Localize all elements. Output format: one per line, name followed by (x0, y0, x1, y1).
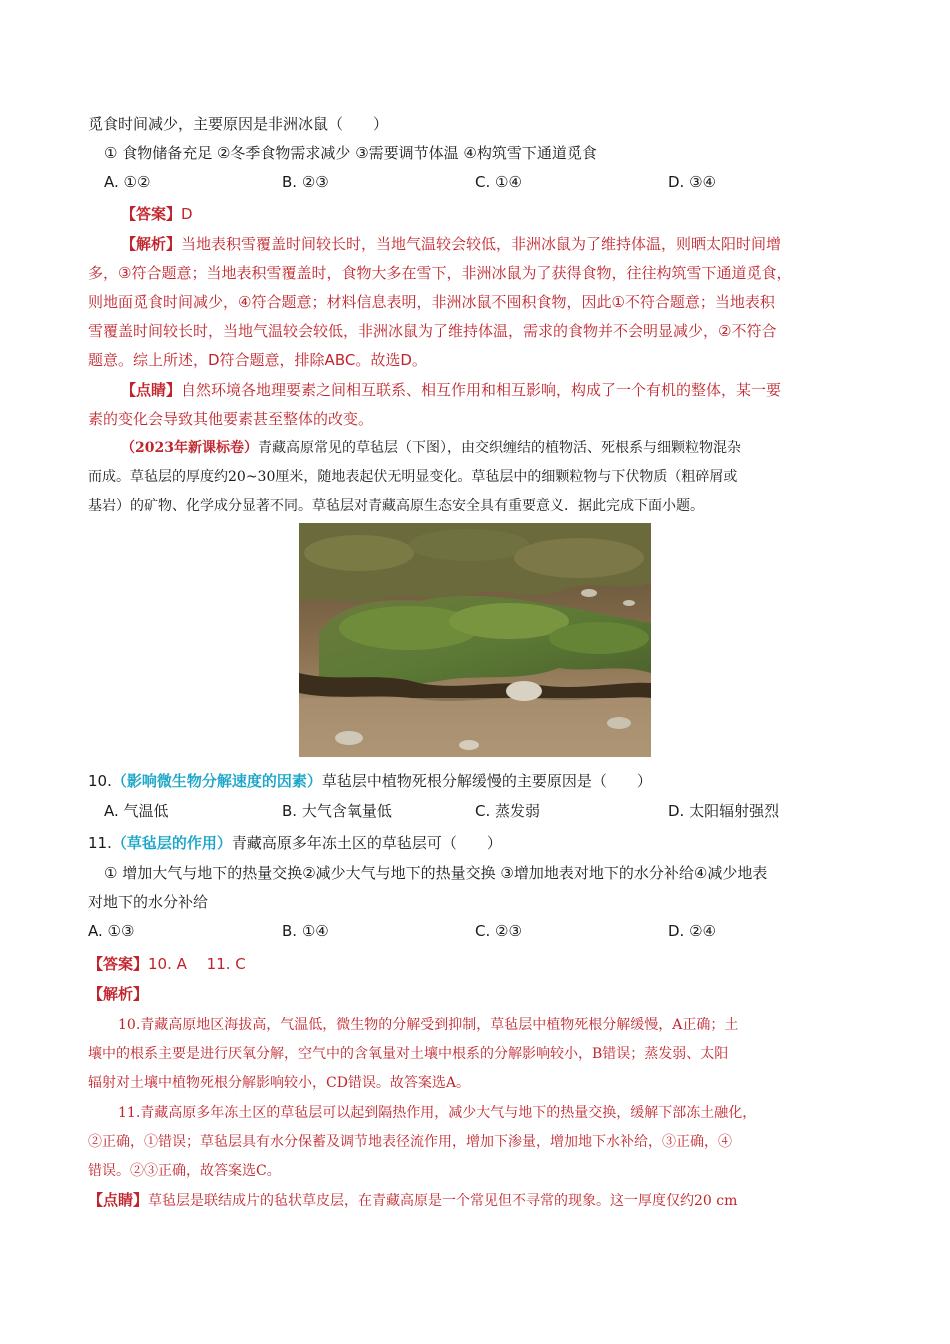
q11-option-c: C. ②③ (475, 922, 522, 940)
q10-option-c: C. 蒸发弱 (475, 802, 541, 820)
comment-line-2: 素的变化会导致其他要素甚至整体的改变。 (88, 410, 374, 428)
q11-option-d: D. ②④ (668, 922, 716, 940)
a10-line-1: 10.青藏高原地区海拔高，气温低，微生物的分解受到抑制，草毡层中植物死根分解缓慢，A正确；土 (118, 1017, 739, 1033)
answers-comment-tag: 【点睛】 (88, 1191, 149, 1209)
analysis-line-3: 则地面觅食时间减少，④符合题意；材料信息表明，非洲冰鼠不囤积食物，因此①不符合题意；当地表积 (88, 293, 775, 311)
a11-line-2: ②正确，①错误；草毡层具有水分保蓄及调节地表径流作用，增加下渗量，增加地下水补给，③正确，④ (88, 1134, 732, 1150)
analysis-text: 当地表积雪覆盖时间较长时，当地气温较会较低，非洲冰鼠为了维持体温，则晒太阳时间增 (181, 235, 782, 253)
q11-option-a: A. ①③ (88, 922, 135, 940)
option-d: D. ③④ (668, 173, 716, 191)
comment-tag: 【点睛】 (121, 381, 182, 399)
a11-line-1: 11.青藏高原多年冻土区的草毡层可以起到隔热作用，减少大气与地下的热量交换，缓解下部冻土融化， (118, 1105, 757, 1121)
answer-tag: 【答案】 (121, 205, 182, 223)
option-a: A. ①② (104, 173, 151, 191)
question-10-text: 草毡层中植物死根分解缓慢的主要原因是（ ） (321, 772, 652, 790)
comment-line-1 (121, 381, 781, 399)
question-10-number: 10. (88, 772, 112, 790)
answers-text: 10. A 11. C (148, 955, 246, 973)
answer-value: D (181, 205, 193, 223)
analysis-line-2: 多，③符合题意；当地表积雪覆盖时，食物大多在雪下，非洲冰鼠为了获得食物，往往构筑雪下通道觅食， (88, 264, 792, 282)
a10-line-2: 壤中的根系主要是进行厌氧分解，空气中的含氧量对土壤中根系的分解影响较小，B错误；蒸发弱、太阳 (88, 1046, 729, 1062)
question-11-text: 青藏高原多年冻土区的草毡层可（ ） (231, 834, 502, 852)
question-10-stem (88, 772, 652, 790)
a10-line-3: 辐射对土壤中植物死根分解影响较小，CD错误。故答案选A。 (88, 1075, 471, 1091)
analysis-tag: 【解析】 (121, 235, 182, 253)
analysis-line-1 (121, 235, 781, 253)
answers-tag: 【答案】 (88, 955, 149, 973)
grass-mat-photo (299, 523, 651, 757)
question-11-tag: （草毡层的作用） (111, 834, 232, 852)
question-stem-tail: 觅食时间减少，主要原因是非洲冰鼠（ ） (88, 115, 389, 133)
comment-text: 自然环境各地理要素之间相互联系、相互作用和相互影响，构成了一个有机的整体，某一要 (181, 381, 782, 399)
material-line-2: 而成。草毡层的厚度约20~30厘米，随地表起伏无明显变化。草毡层中的细颗粒物与下伏物质（粗碎屑或 (88, 469, 738, 485)
option-c: C. ①④ (475, 173, 522, 191)
answers-comment-line (88, 1191, 737, 1210)
q10-option-a: A. 气温低 (104, 802, 169, 820)
q10-option-b: B. 大气含氧量低 (282, 802, 392, 820)
answers-comment-text: 草毡层是联结成片的毡状草皮层，在青藏高原是一个常见但不寻常的现象。这一厚度仅约20 cm (148, 1193, 738, 1209)
material-source: （2023年新课标卷） (121, 440, 258, 456)
question-statements: ① 食物储备充足 ②冬季食物需求减少 ③需要调节体温 ④构筑雪下通道觅食 (104, 144, 597, 162)
q11-statements-line-2: 对地下的水分补给 (88, 893, 209, 911)
q11-option-b: B. ①④ (282, 922, 329, 940)
a11-line-3: 错误。②③正确，故答案选C。 (88, 1163, 281, 1179)
question-11-number: 11. (88, 834, 112, 852)
answers-analysis-tag: 【解析】 (88, 985, 149, 1003)
analysis-line-5: 题意。综上所述，D符合题意，排除ABC。故选D。 (88, 351, 427, 369)
question-11-stem (88, 834, 502, 852)
material-line-1 (121, 439, 741, 457)
analysis-line-4: 雪覆盖时间较长时，当地气温较会较低，非洲冰鼠为了维持体温，需求的食物并不会明显减少，②不符合 (88, 322, 777, 340)
q11-statements-line-1: ① 增加大气与地下的热量交换②减少大气与地下的热量交换 ③增加地表对地下的水分补给④减少地表 (104, 864, 768, 882)
material-text: 青藏高原常见的草毡层（下图），由交织缠结的植物活、死根系与细颗粒物混杂 (257, 440, 741, 456)
answers-line (88, 955, 246, 973)
answer-line (121, 205, 193, 223)
material-line-3: 基岩）的矿物、化学成分显著不同。草毡层对青藏高原生态安全具有重要意义．据此完成下面小题。 (88, 498, 704, 514)
q10-option-d: D. 太阳辐射强烈 (668, 802, 780, 820)
question-10-tag: （影响微生物分解速度的因素） (111, 772, 322, 790)
option-b: B. ②③ (282, 173, 329, 191)
